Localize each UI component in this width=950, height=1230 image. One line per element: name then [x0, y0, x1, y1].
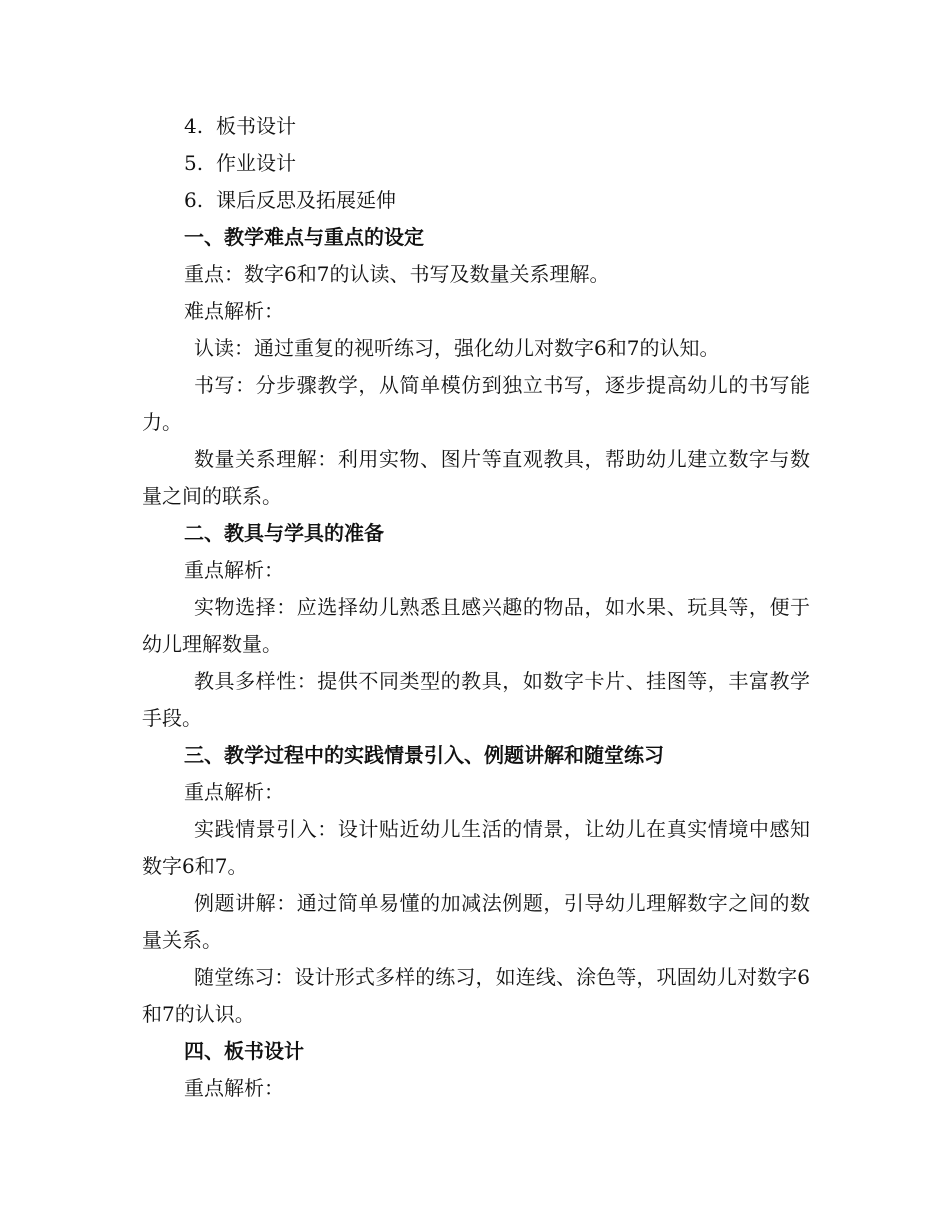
toc-item-number: 4.	[184, 114, 204, 138]
section-1-paragraph: 认读：通过重复的视听练习，强化幼儿对数字6和7的认知。	[194, 336, 720, 360]
toc-item-label: 课后反思及拓展延伸	[216, 188, 396, 212]
toc-item-6	[142, 182, 810, 219]
section-2-paragraph: 教具多样性：提供不同类型的教具，如数字卡片、挂图等，丰富教学手段。	[142, 669, 810, 730]
section-1-key-point: 重点：数字6和7的认读、书写及数量关系理解。	[184, 262, 610, 286]
document-body	[142, 108, 810, 1107]
section-2-analysis-label: 重点解析：	[184, 558, 284, 582]
toc-item-number: 5.	[184, 151, 204, 175]
section-3-heading: 三、教学过程中的实践情景引入、例题讲解和随堂练习	[184, 743, 664, 767]
section-1-paragraph: 数量关系理解：利用实物、图片等直观教具，帮助幼儿建立数字与数量之间的联系。	[142, 447, 810, 508]
section-3-paragraph: 随堂练习：设计形式多样的练习，如连线、涂色等，巩固幼儿对数字6和7的认识。	[142, 965, 810, 1026]
section-1-heading: 一、教学难点与重点的设定	[184, 225, 424, 249]
toc-item-label: 板书设计	[216, 114, 296, 138]
section-2-paragraph: 实物选择：应选择幼儿熟悉且感兴趣的物品，如水果、玩具等，便于幼儿理解数量。	[142, 595, 810, 656]
section-2-heading: 二、教具与学具的准备	[184, 521, 384, 545]
section-4-heading: 四、板书设计	[184, 1039, 304, 1063]
section-3-paragraph: 实践情景引入：设计贴近幼儿生活的情景，让幼儿在真实情境中感知数字6和7。	[142, 817, 810, 878]
section-3-paragraph: 例题讲解：通过简单易懂的加减法例题，引导幼儿理解数字之间的数量关系。	[142, 891, 810, 952]
toc-item-5	[142, 145, 810, 182]
section-4-analysis-label: 重点解析：	[184, 1076, 284, 1100]
toc-item-number: 6.	[184, 188, 204, 212]
toc-item-label: 作业设计	[216, 151, 296, 175]
section-3-analysis-label: 重点解析：	[184, 780, 284, 804]
toc-item-4	[142, 108, 810, 145]
section-1-analysis-label: 难点解析：	[184, 299, 284, 323]
section-1-paragraph: 书写：分步骤教学，从简单模仿到独立书写，逐步提高幼儿的书写能力。	[142, 373, 810, 434]
